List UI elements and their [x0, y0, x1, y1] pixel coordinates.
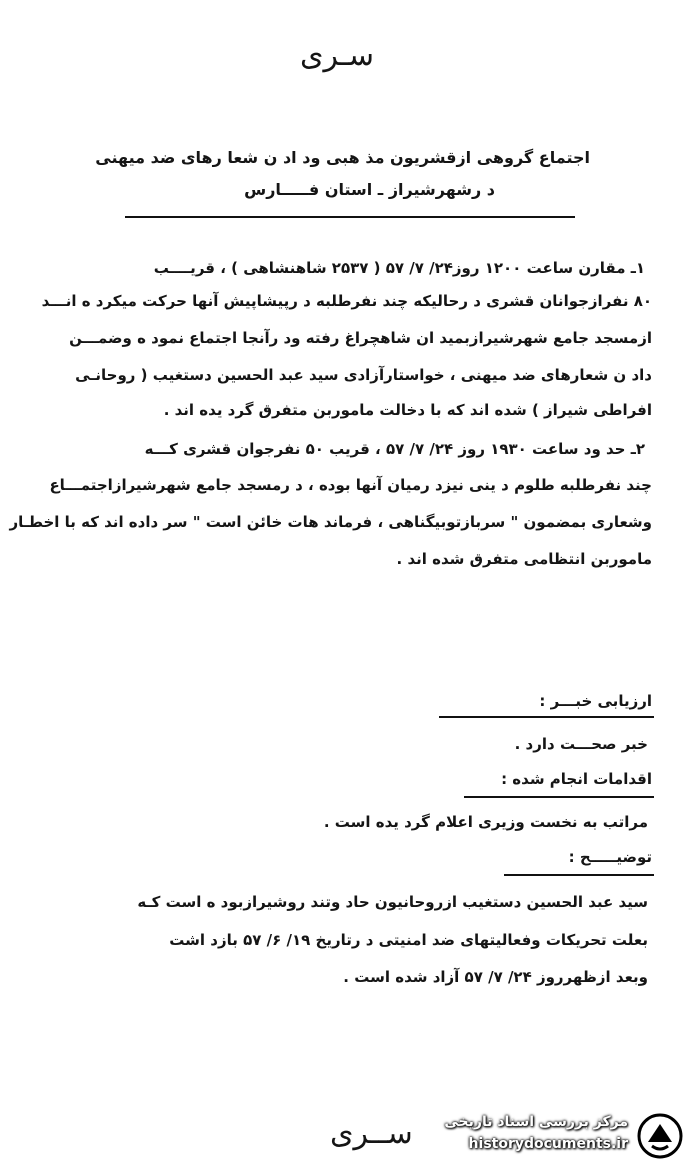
paragraph-2-line: چند نفرطلبه طلوم د ینی نیزد رمیان آنها بوده ، د رمسجد جامع شهرشیرازاجتمـــاع [49, 476, 652, 494]
notes-underline [504, 874, 654, 876]
paragraph-1-line: ۱ـ مقارن ساعت ۱۲۰۰ روز۲۴/ ۷/ ۵۷ ( ۲۵۳۷ شاهنشاهی ) ، قریــــب [153, 259, 645, 277]
evaluation-text: خبر صحـــت دارد . [514, 735, 648, 753]
paragraph-2-line: ماموربن انتظامی متفرق شده اند . [396, 550, 652, 568]
document-title-line-1: اجتماع گروهی ازقشریون مذ هبی ود اد ن شعا رهای ضد میهنی [95, 148, 590, 167]
paragraph-2-line: ۲ـ حد ود ساعت ۱۹۳۰ روز ۲۴/ ۷/ ۵۷ ، قریب ۵۰ نفرجوان قشری کـــه [144, 440, 645, 458]
evaluation-underline [439, 716, 654, 718]
notes-line: سید عبد الحسین دستغیب ازروحانیون حاد وتند روشیرازبود ه است کـه [137, 893, 648, 911]
notes-line: وبعد ازظهرروز ۲۴/ ۷/ ۵۷ آزاد شده است . [343, 968, 648, 986]
classification-top: سـری [300, 38, 374, 73]
title-underline [125, 216, 575, 218]
archive-watermark [410, 1108, 690, 1164]
actions-text: مراتب به نخست وزیری اعلام گرد یده است . [323, 813, 648, 831]
evaluation-heading: ارزیابی خبـــر : [539, 692, 652, 710]
paragraph-2-line: وشعاری بمضمون " سربازتوبیگناهی ، فرماند هات خائن است " سر داده اند که با اخطـار [9, 513, 652, 531]
classification-bottom: ســری [330, 1116, 413, 1151]
paragraph-1-line: داد ن شعارهای ضد میهنی ، خواستارآزادی سید عبد الحسین دستغیب ( روحانـی [75, 366, 652, 384]
document-title-line-2: د رشهرشیراز ـ استان فـــــارس [244, 180, 495, 199]
notes-heading: توضیـــــح : [568, 848, 652, 866]
watermark-name: مرکز بررسی اسناد تاریخی [444, 1114, 628, 1130]
actions-heading: اقدامات انجام شده : [501, 770, 652, 788]
paragraph-1-line: افراطی شیراز ) شده اند که با دخالت ماموربن متفرق گرد یده اند . [163, 401, 652, 419]
watermark-url: historydocuments.ir [468, 1136, 628, 1152]
notes-line: بعلت تحریکات وفعالیتهای ضد امنیتی د رتاریخ ۱۹/ ۶/ ۵۷ بازد اشت [169, 931, 648, 949]
actions-underline [464, 796, 654, 798]
paragraph-1-line: ۸۰ نفرازجوانان قشری د رحالیکه چند نفرطلبه د رپیشاپیش آنها حرکت میکرد ه انـــد [41, 292, 652, 310]
paragraph-1-line: ازمسجد جامع شهرشیرازبمید ان شاهچراغ رفته ود رآنجا اجتماع نمود ه وضمـــن [69, 329, 652, 347]
archive-logo-icon [636, 1112, 684, 1160]
